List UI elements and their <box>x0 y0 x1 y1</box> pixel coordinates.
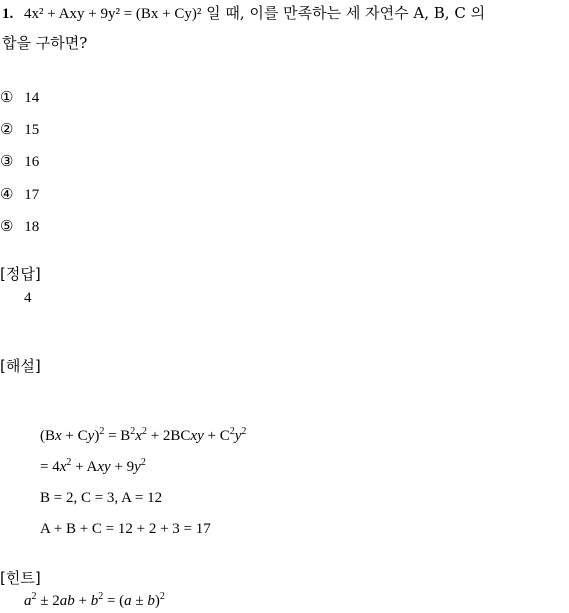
question-text: 일 때, 이를 만족하는 세 자연수 A, B, C 의 <box>201 4 486 22</box>
explanation-heading: [해설] <box>0 357 41 375</box>
hint-formula: $a^2 \pm 2ab + b^2 = (a \pm b)^2$ <box>24 591 165 609</box>
answer-heading: [정답] <box>0 265 41 283</box>
question-number: 1. <box>2 6 14 22</box>
choice-marker: ① <box>0 88 14 106</box>
question-equation: 4x² + Axy + 9y² = (Bx + Cy)² <box>24 6 202 22</box>
explanation-line-3: B = 2, C = 3, A = 12 <box>40 490 163 506</box>
question-text-line2: 합을 구하면? <box>2 34 88 52</box>
choice-value: 17 <box>24 187 40 203</box>
choice-2[interactable] <box>0 120 39 139</box>
choice-marker: ⑤ <box>0 217 14 235</box>
choice-marker: ② <box>0 120 14 138</box>
explanation-line-4: A + B + C = 12 + 2 + 3 = 17 <box>40 521 211 537</box>
choice-value: 15 <box>24 122 40 138</box>
choice-1[interactable] <box>0 88 39 107</box>
hint-heading: [힌트] <box>0 569 41 587</box>
explanation-line-2: = $4x^2$ + Axy + $9y^2$ <box>40 457 146 475</box>
choice-4[interactable] <box>0 185 39 204</box>
choice-marker: ④ <box>0 185 14 203</box>
choice-3[interactable] <box>0 152 39 171</box>
choice-value: 14 <box>24 90 40 106</box>
choice-value: 16 <box>24 154 40 170</box>
choice-value: 18 <box>24 219 40 235</box>
answer-value: 4 <box>24 290 32 306</box>
explanation-line-1: $(Bx + Cy)^2 = B^2x^2$ + 2BCxy + $C^2y^2$ <box>40 426 247 444</box>
question <box>2 2 485 23</box>
choice-marker: ③ <box>0 152 14 170</box>
choice-5[interactable] <box>0 217 39 236</box>
